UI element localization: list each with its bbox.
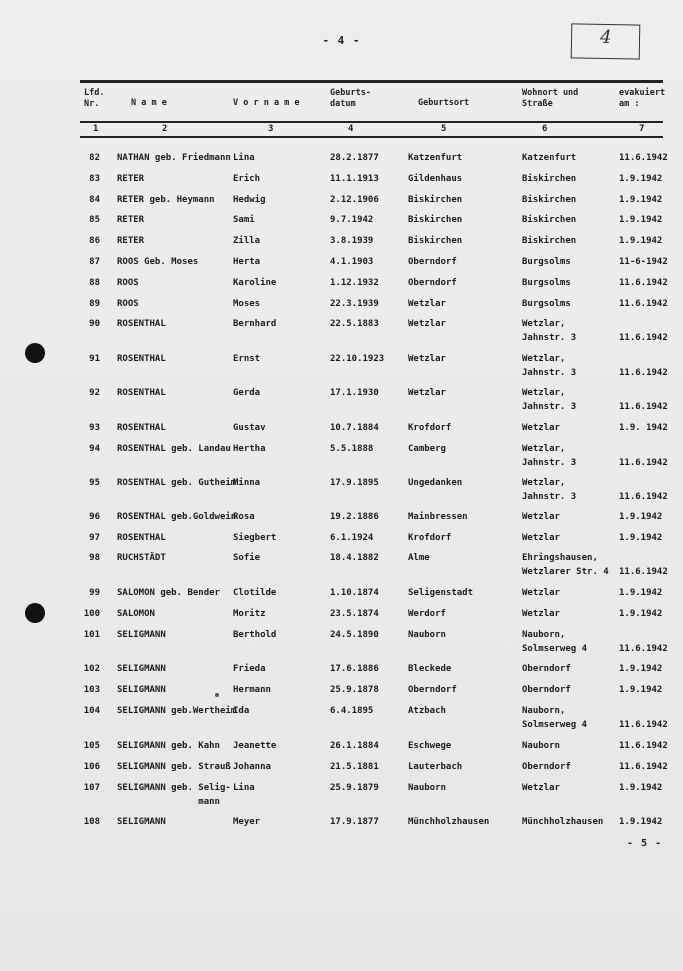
cell-geburtsdatum: 24.5.1890 (330, 630, 379, 640)
cell-wohnort: Wetzlar (522, 609, 560, 619)
cell-geburtsdatum: 3.8.1939 (330, 236, 374, 246)
cell-geburtsdatum: 17.6.1886 (330, 664, 379, 674)
cell-geburtsort: Bleckede (408, 664, 452, 674)
column-number: 7 (639, 124, 645, 134)
cell-geburtsdatum: 21.5.1881 (330, 762, 379, 772)
cell-evakuiert: 11.6.1942 (619, 567, 668, 577)
cell-nr: 105 (83, 741, 100, 751)
cell-nr: 108 (83, 817, 100, 827)
cell-geburtsdatum: 6.1.1924 (330, 533, 374, 543)
cell-vorname: Bernhard (233, 319, 277, 329)
cell-geburtsdatum: 4.1.1903 (330, 257, 374, 267)
cell-evakuiert: 11.6.1942 (619, 741, 668, 751)
cell-evakuiert: 1.9.1942 (619, 664, 663, 674)
cell-geburtsort: Nauborn (408, 783, 446, 793)
cell-geburtsdatum: 1.12.1932 (330, 278, 379, 288)
cell-geburtsdatum: 28.2.1877 (330, 153, 379, 163)
cell-vorname: Frieda (233, 664, 266, 674)
cell-vorname: Hermann (233, 685, 271, 695)
cell-evakuiert: 11.6.1942 (619, 458, 668, 468)
cell-geburtsort: Alme (408, 553, 430, 563)
cell-wohnort: Münchholzhausen (522, 817, 604, 827)
cell-geburtsort: Eschwege (408, 741, 452, 751)
cell-geburtsdatum: 25.9.1879 (330, 783, 379, 793)
cell-wohnort: Wetzlar (522, 533, 560, 543)
cell-geburtsdatum: 17.1.1930 (330, 388, 379, 398)
cell-vorname: Moritz (233, 609, 266, 619)
cell-wohnort: Biskirchen (522, 236, 577, 246)
cell-wohnort: Wetzlar, Jahnstr. 3 (522, 478, 577, 502)
cell-evakuiert: 11.6.1942 (619, 492, 668, 502)
cell-geburtsdatum: 11.1.1913 (330, 174, 379, 184)
cell-evakuiert: 11.6.1942 (619, 644, 668, 654)
cell-geburtsort: Oberndorf (408, 685, 457, 695)
cell-wohnort: Wetzlar, Jahnstr. 3 (522, 354, 577, 378)
cell-name: ROOS (117, 299, 139, 309)
cell-evakuiert: 1.9.1942 (619, 817, 663, 827)
cell-vorname: Moses (233, 299, 261, 309)
page-number: - 4 - (322, 34, 361, 47)
cell-name: SALOMON (117, 609, 155, 619)
cell-nr: 84 (89, 195, 100, 205)
cell-geburtsort: Münchholzhausen (408, 817, 490, 827)
stamp-number: 4 (599, 26, 612, 49)
cell-geburtsort: Krofdorf (408, 423, 452, 433)
cell-nr: 86 (89, 236, 100, 246)
cell-geburtsdatum: 26.1.1884 (330, 741, 379, 751)
cell-vorname: Ida (233, 706, 250, 716)
cell-evakuiert: 1.9.1942 (619, 609, 663, 619)
cell-evakuiert: 1.9.1942 (619, 533, 663, 543)
column-number: 3 (268, 124, 274, 134)
cell-nr: 89 (89, 299, 100, 309)
cell-name: RETER (117, 215, 145, 225)
cell-evakuiert: 1.9. 1942 (619, 423, 668, 433)
cell-wohnort: Burgsolms (522, 257, 571, 267)
cell-wohnort: Burgsolms (522, 278, 571, 288)
cell-nr: 97 (89, 533, 100, 543)
header-vorname: V o r n a m e (233, 98, 300, 108)
cell-nr: 83 (89, 174, 100, 184)
cell-evakuiert: 1.9.1942 (619, 783, 663, 793)
cell-wohnort: Wetzlar, Jahnstr. 3 (522, 444, 577, 468)
cell-name: SELIGMANN (117, 630, 166, 640)
cell-wohnort: Oberndorf (522, 664, 571, 674)
cell-name: ROSENTHAL (117, 533, 166, 543)
cell-geburtsdatum: 18.4.1882 (330, 553, 379, 563)
cell-geburtsort: Oberndorf (408, 257, 457, 267)
column-number: 5 (441, 124, 447, 134)
cell-wohnort: Biskirchen (522, 215, 577, 225)
cell-nr: 93 (89, 423, 100, 433)
cell-name: ROOS Geb. Moses (117, 257, 199, 267)
cell-nr: 95 (89, 478, 100, 488)
page-stamp (571, 23, 641, 59)
cell-name: RETER (117, 236, 145, 246)
cell-geburtsdatum: 17.9.1895 (330, 478, 379, 488)
cell-geburtsort: Wetzlar (408, 354, 446, 364)
cell-vorname: Herta (233, 257, 261, 267)
cell-wohnort: Wetzlar (522, 588, 560, 598)
cell-wohnort: Nauborn, Solmserweg 4 (522, 706, 588, 730)
cell-wohnort: Burgsolms (522, 299, 571, 309)
cell-evakuiert: 11.6.1942 (619, 762, 668, 772)
cell-vorname: Berthold (233, 630, 277, 640)
cell-geburtsdatum: 9.7.1942 (330, 215, 374, 225)
cell-geburtsdatum: 10.7.1884 (330, 423, 379, 433)
cell-geburtsort: Atzbach (408, 706, 446, 716)
cell-name: RETER (117, 174, 145, 184)
cell-geburtsort: Camberg (408, 444, 446, 454)
column-number: 1 (93, 124, 99, 134)
header-rule (80, 121, 663, 123)
cell-vorname: Rosa (233, 512, 255, 522)
cell-vorname: Minna (233, 478, 261, 488)
cell-evakuiert: 1.9.1942 (619, 195, 663, 205)
cell-vorname: Siegbert (233, 533, 277, 543)
cell-geburtsort: Seligenstadt (408, 588, 474, 598)
cell-name: SELIGMANN geb.Wertheim (117, 706, 237, 716)
cell-name: ROOS (117, 278, 139, 288)
cell-nr: 91 (89, 354, 100, 364)
cell-wohnort: Oberndorf (522, 762, 571, 772)
cell-name: ROSENTHAL geb. Gutheim (117, 478, 237, 488)
cell-evakuiert: 11-6-1942 (619, 257, 668, 267)
cell-vorname: Clotilde (233, 588, 277, 598)
column-number: 2 (162, 124, 168, 134)
cell-evakuiert: 11.6.1942 (619, 278, 668, 288)
cell-nr: 85 (89, 215, 100, 225)
cell-nr: 104 (83, 706, 100, 716)
cell-nr: 87 (89, 257, 100, 267)
column-number: 6 (542, 124, 548, 134)
cell-geburtsort: Biskirchen (408, 215, 463, 225)
cell-name: SALOMON geb. Bender (117, 588, 220, 598)
cell-geburtsort: Biskirchen (408, 236, 463, 246)
cell-nr: 88 (89, 278, 100, 288)
cell-name: ROSENTHAL geb. Landau (117, 444, 231, 454)
cell-geburtsdatum: 22.5.1883 (330, 319, 379, 329)
cell-name: ROSENTHAL geb.Goldwein (117, 512, 237, 522)
header-wohnort: Wohnort und Straße (522, 88, 579, 109)
cell-vorname: Hedwig (233, 195, 266, 205)
header-nr: Lfd. Nr. (84, 88, 105, 109)
cell-wohnort: Biskirchen (522, 174, 577, 184)
cell-name: SELIGMANN (117, 817, 166, 827)
cell-geburtsdatum: 22.10.1923 (330, 354, 385, 364)
table-top-rule (80, 80, 663, 83)
cell-vorname: Jeanette (233, 741, 277, 751)
cell-wohnort: Katzenfurt (522, 153, 577, 163)
cell-wohnort: Biskirchen (522, 195, 577, 205)
cell-name: ROSENTHAL (117, 354, 166, 364)
header-geburtsort: Geburtsort (418, 98, 470, 108)
cell-geburtsort: Wetzlar (408, 388, 446, 398)
cell-name: RETER geb. Heymann (117, 195, 215, 205)
cell-vorname: Karoline (233, 278, 277, 288)
cell-vorname: Sofie (233, 553, 261, 563)
cell-geburtsdatum: 2.12.1906 (330, 195, 379, 205)
cell-vorname: Sami (233, 215, 255, 225)
cell-geburtsort: Mainbressen (408, 512, 468, 522)
cell-nr: 96 (89, 512, 100, 522)
cell-nr: 102 (83, 664, 100, 674)
cell-nr: 99 (89, 588, 100, 598)
cell-vorname: Lina (233, 153, 255, 163)
cell-evakuiert: 1.9.1942 (619, 236, 663, 246)
cell-evakuiert: 11.6.1942 (619, 299, 668, 309)
cell-vorname: Hertha (233, 444, 266, 454)
cell-geburtsort: Biskirchen (408, 195, 463, 205)
cell-wohnort: Wetzlar (522, 423, 560, 433)
cell-vorname: Johanna (233, 762, 271, 772)
punch-hole (25, 603, 45, 623)
header-geburtsdatum: Geburts- datum (330, 88, 371, 109)
cell-wohnort: Nauborn (522, 741, 560, 751)
cell-evakuiert: 11.6.1942 (619, 720, 668, 730)
cell-geburtsort: Ungedanken (408, 478, 463, 488)
cell-nr: 100 (83, 609, 100, 619)
cell-geburtsort: Lauterbach (408, 762, 463, 772)
cell-name: SELIGMANN (117, 685, 166, 695)
cell-nr: 98 (89, 553, 100, 563)
cell-vorname: Gustav (233, 423, 266, 433)
cell-geburtsdatum: 6.4.1895 (330, 706, 374, 716)
cell-evakuiert: 11.6.1942 (619, 333, 668, 343)
cell-name: NATHAN geb. Friedmann (117, 153, 231, 163)
cell-evakuiert: 1.9.1942 (619, 685, 663, 695)
cell-evakuiert: 11.6.1942 (619, 368, 668, 378)
column-number: 4 (348, 124, 354, 134)
header-evakuiert: evakuiert am : (619, 88, 666, 109)
cell-name: ROSENTHAL (117, 388, 166, 398)
cell-name: RUCHSTÄDT (117, 553, 166, 563)
cell-nr: 106 (83, 762, 100, 772)
cell-nr: 92 (89, 388, 100, 398)
cell-geburtsdatum: 25.9.1878 (330, 685, 379, 695)
cell-evakuiert: 1.9.1942 (619, 512, 663, 522)
cell-wohnort: Ehringshausen, Wetzlarer Str. 4 (522, 553, 609, 577)
ink-speck (215, 693, 219, 697)
cell-vorname: Ernst (233, 354, 261, 364)
punch-hole (25, 343, 45, 363)
cell-geburtsort: Oberndorf (408, 278, 457, 288)
cell-geburtsort: Wetzlar (408, 299, 446, 309)
cell-name: SELIGMANN geb. Kahn (117, 741, 220, 751)
cell-geburtsort: Katzenfurt (408, 153, 463, 163)
cell-geburtsdatum: 17.9.1877 (330, 817, 379, 827)
cell-vorname: Meyer (233, 817, 261, 827)
cell-geburtsdatum: 5.5.1888 (330, 444, 374, 454)
cell-name: SELIGMANN geb. Selig- mann (117, 783, 231, 807)
cell-evakuiert: 1.9.1942 (619, 588, 663, 598)
cell-wohnort: Wetzlar (522, 783, 560, 793)
cell-geburtsort: Wetzlar (408, 319, 446, 329)
cell-wohnort: Oberndorf (522, 685, 571, 695)
cell-nr: 103 (83, 685, 100, 695)
cell-geburtsdatum: 19.2.1886 (330, 512, 379, 522)
cell-nr: 94 (89, 444, 100, 454)
cell-geburtsort: Nauborn (408, 630, 446, 640)
cell-name: ROSENTHAL (117, 319, 166, 329)
cell-wohnort: Wetzlar (522, 512, 560, 522)
cell-evakuiert: 11.6.1942 (619, 153, 668, 163)
cell-nr: 90 (89, 319, 100, 329)
cell-name: SELIGMANN (117, 664, 166, 674)
cell-evakuiert: 1.9.1942 (619, 174, 663, 184)
cell-geburtsort: Krofdorf (408, 533, 452, 543)
cell-geburtsort: Gildenhaus (408, 174, 463, 184)
cell-evakuiert: 11.6.1942 (619, 402, 668, 412)
cell-geburtsort: Werdorf (408, 609, 446, 619)
next-page-number: - 5 - (627, 838, 663, 849)
cell-evakuiert: 1.9.1942 (619, 215, 663, 225)
cell-wohnort: Wetzlar, Jahnstr. 3 (522, 319, 577, 343)
cell-nr: 107 (83, 783, 100, 793)
column-number-rule (80, 136, 663, 138)
cell-vorname: Zilla (233, 236, 261, 246)
cell-vorname: Erich (233, 174, 261, 184)
cell-nr: 82 (89, 153, 100, 163)
header-name: N a m e (131, 98, 167, 108)
cell-nr: 101 (83, 630, 100, 640)
cell-geburtsdatum: 23.5.1874 (330, 609, 379, 619)
cell-vorname: Gerda (233, 388, 261, 398)
cell-wohnort: Nauborn, Solmserweg 4 (522, 630, 588, 654)
cell-geburtsdatum: 22.3.1939 (330, 299, 379, 309)
cell-geburtsdatum: 1.10.1874 (330, 588, 379, 598)
cell-name: ROSENTHAL (117, 423, 166, 433)
cell-name: SELIGMANN geb. Strauß (117, 762, 231, 772)
cell-wohnort: Wetzlar, Jahnstr. 3 (522, 388, 577, 412)
cell-vorname: Lina (233, 783, 255, 793)
